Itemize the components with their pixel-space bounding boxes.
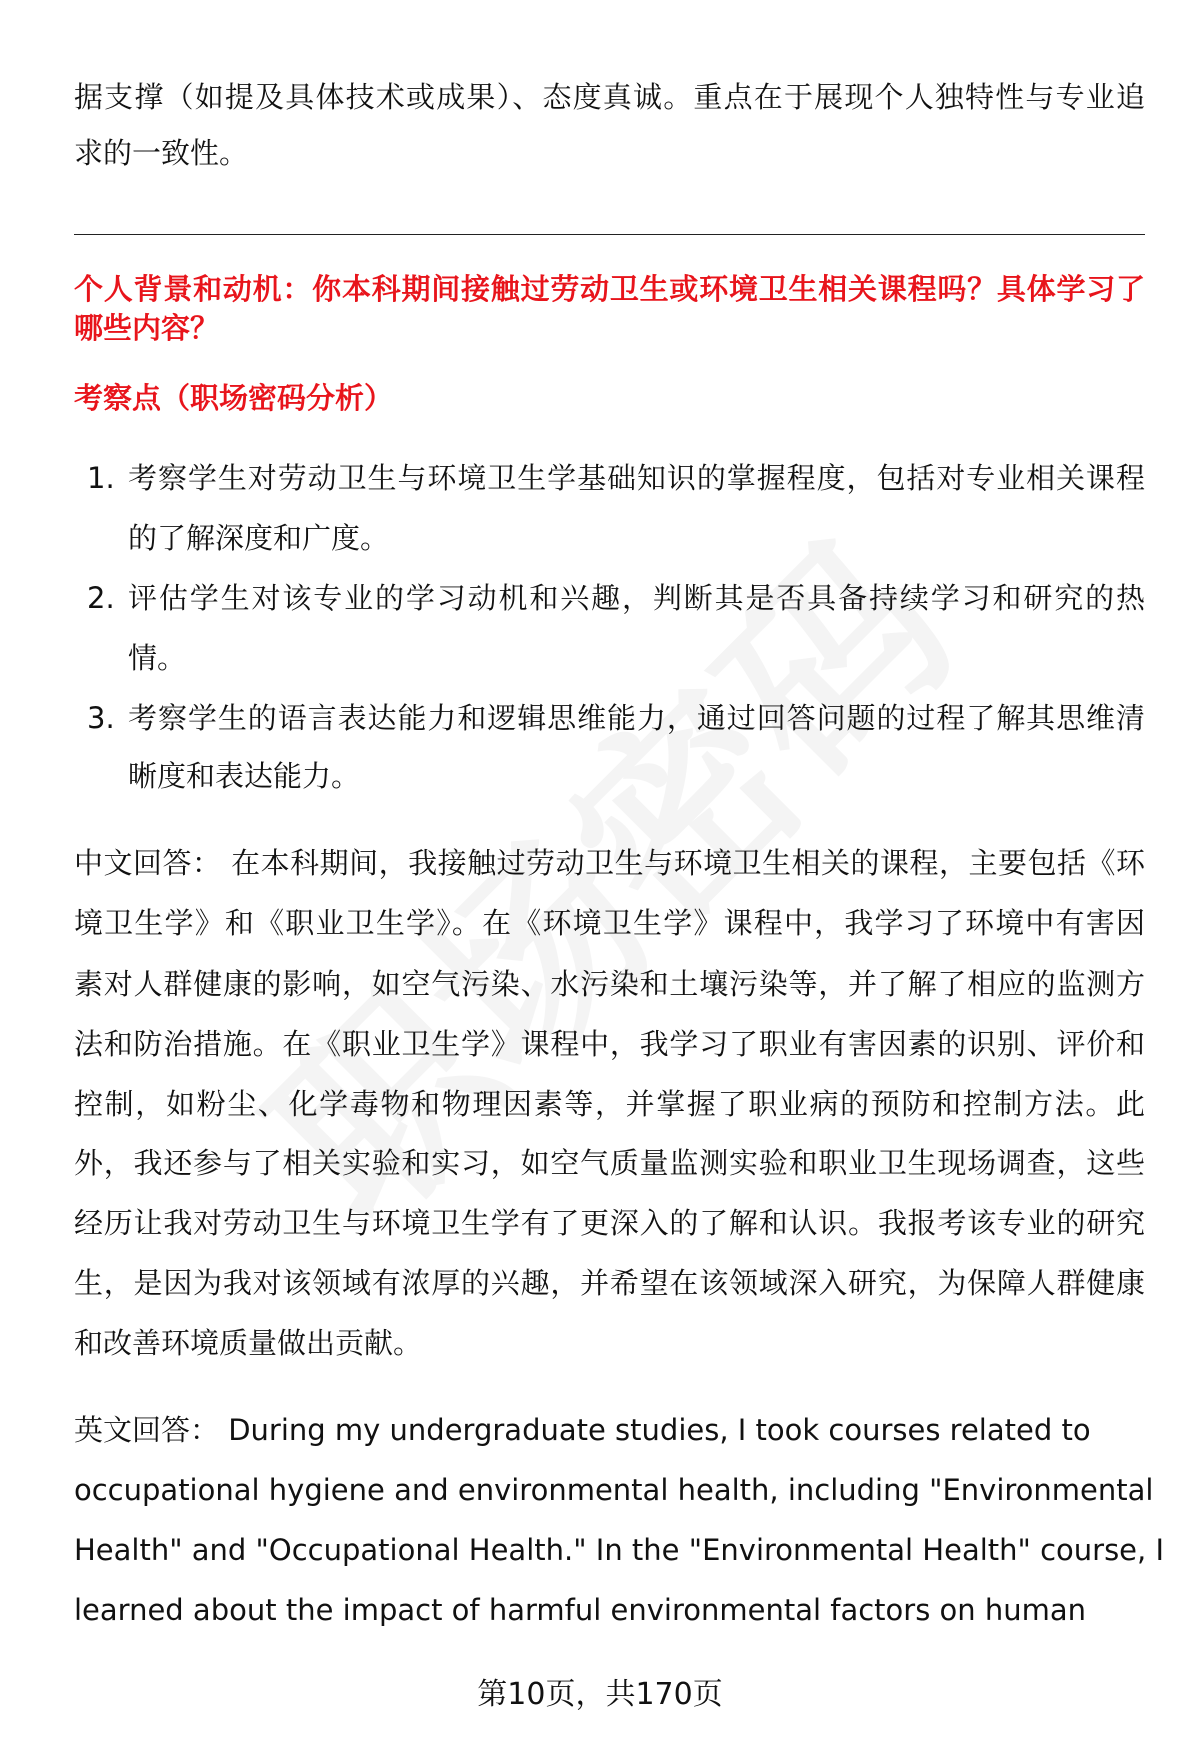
analysis-heading: 考察点（职场密码分析）	[74, 381, 394, 415]
list-item-text-line: 考察学生对劳动卫生与环境卫生学基础知识的掌握程度，包括对专业相关课程	[128, 461, 1145, 495]
chinese-answer-line: 经历让我对劳动卫生与环境卫生学有了更深入的了解和认识。我报考该专业的研究	[74, 1206, 1145, 1240]
english-answer-line: learned about the impact of harmful environmental factors on human	[74, 1593, 1087, 1627]
question-heading-line: 哪些内容？	[74, 311, 220, 345]
chinese-answer-line: 法和防治措施。在《职业卫生学》课程中，我学习了职业有害因素的识别、评价和	[74, 1027, 1145, 1061]
english-answer-line: occupational hygiene and environmental health, including "Environmental	[74, 1473, 1154, 1507]
chinese-answer-line: 和改善环境质量做出贡献。	[74, 1326, 423, 1360]
list-item-number: 3.	[87, 701, 115, 735]
chinese-answer-line: 中文回答： 在本科期间，我接触过劳动卫生与环境卫生相关的课程，主要包括《环	[74, 846, 1145, 880]
chinese-answer-line: 素对人群健康的影响，如空气污染、水污染和土壤污染等，并了解了相应的监测方	[74, 967, 1145, 1001]
list-item-text-line: 晰度和表达能力。	[128, 759, 361, 793]
list-item-number: 2.	[87, 581, 115, 615]
chinese-answer-line: 生，是因为我对该领域有浓厚的兴趣，并希望在该领域深入研究，为保障人群健康	[74, 1266, 1145, 1300]
list-item-text-line: 的了解深度和广度。	[128, 521, 390, 555]
question-heading-line: 个人背景和动机：你本科期间接触过劳动卫生或环境卫生相关课程吗？具体学习了	[74, 272, 1145, 306]
list-item-number: 1.	[87, 461, 115, 495]
chinese-answer-line: 境卫生学》和《职业卫生学》。在《环境卫生学》课程中，我学习了环境中有害因	[74, 906, 1145, 940]
section-divider	[74, 234, 1145, 235]
intro-text-line: 求的一致性。	[74, 136, 249, 170]
chinese-answer-line: 外，我还参与了相关实验和实习，如空气质量监测实验和职业卫生现场调查，这些	[74, 1146, 1145, 1180]
english-answer-line: 英文回答： During my undergraduate studies, I took courses related to	[74, 1413, 1091, 1447]
intro-text-line: 据支撑（如提及具体技术或成果）、态度真诚。重点在于展现个人独特性与专业追	[74, 80, 1145, 114]
list-item-text-line: 评估学生对该专业的学习动机和兴趣，判断其是否具备持续学习和研究的热	[128, 581, 1145, 615]
list-item-text-line: 情。	[128, 641, 187, 675]
english-answer-line: Health" and "Occupational Health." In the "Environmental Health" course, I	[74, 1533, 1165, 1567]
chinese-answer-line: 控制，如粉尘、化学毒物和物理因素等，并掌握了职业病的预防和控制方法。此	[74, 1087, 1145, 1121]
list-item-text-line: 考察学生的语言表达能力和逻辑思维能力，通过回答问题的过程了解其思维清	[128, 701, 1145, 735]
page-number: 第10页，共170页	[477, 1677, 723, 1712]
